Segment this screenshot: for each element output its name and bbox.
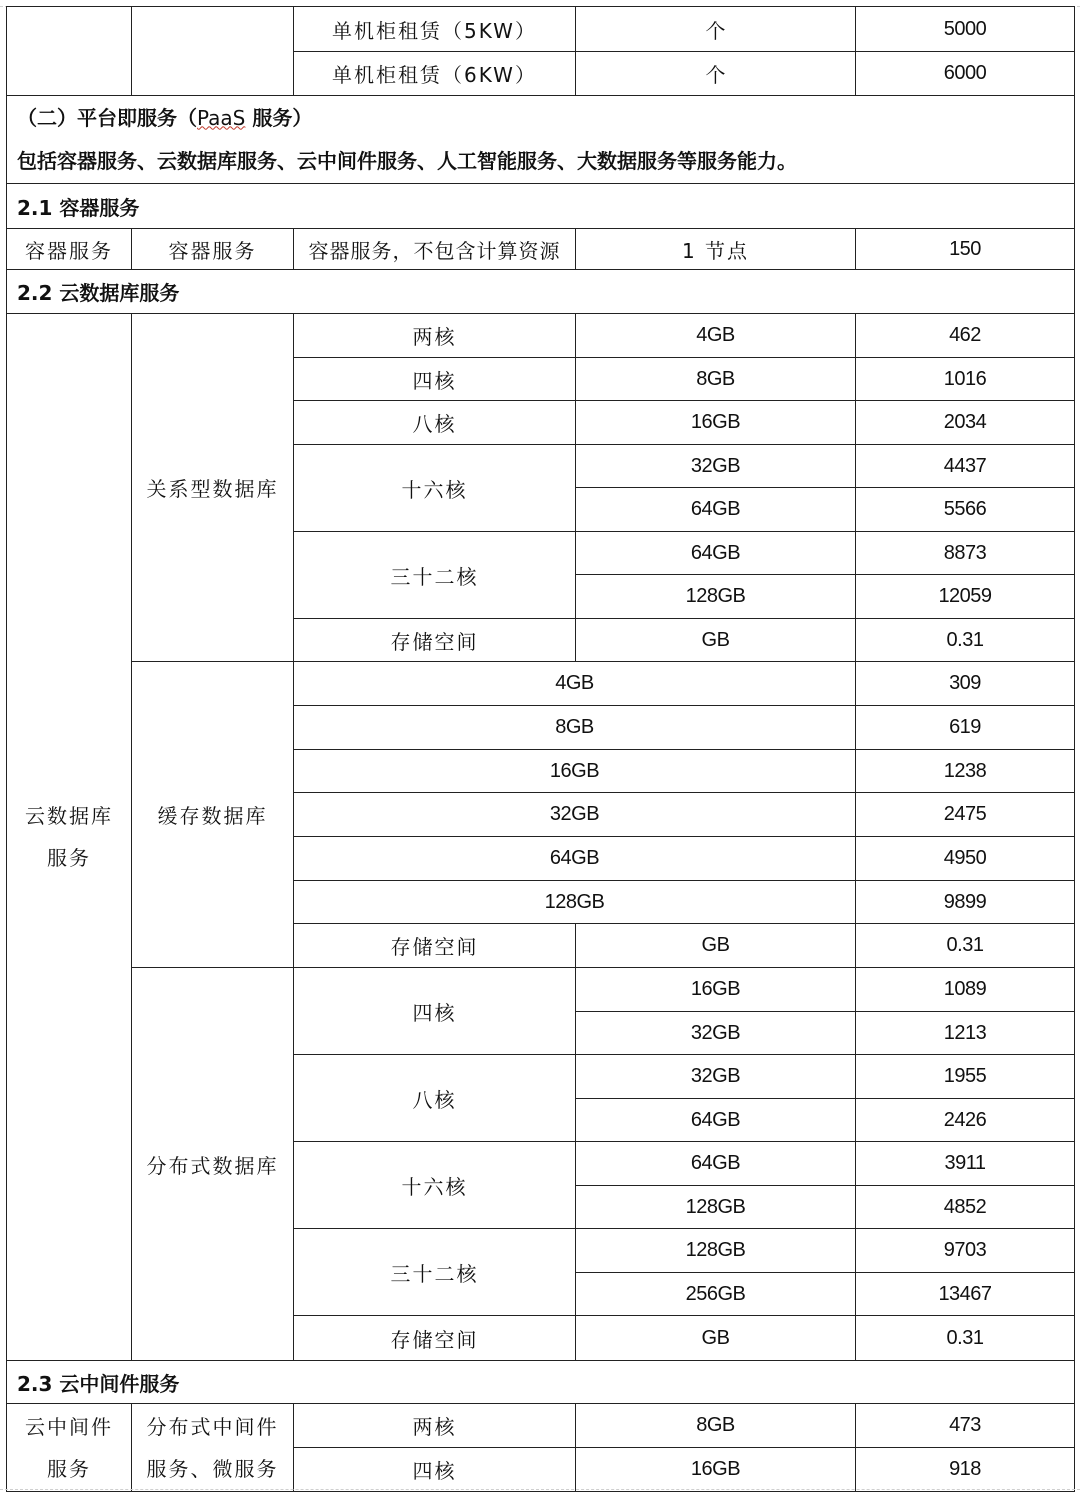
price-cell: 150 <box>856 229 1075 270</box>
price-cell: 0.31 <box>856 1316 1075 1361</box>
unit-cell: GB <box>576 924 856 968</box>
memory-cell: 8GB <box>576 358 856 401</box>
paas-header-row <box>7 96 1075 184</box>
memory-cell: 128GB <box>576 1229 856 1273</box>
price-cell: 473 <box>856 1404 1075 1448</box>
unit-cell: 1 节点 <box>576 229 856 270</box>
storage-label: 存储空间 <box>294 924 576 968</box>
core-cell: 三十二核 <box>294 532 576 619</box>
core-cell: 两核 <box>294 314 576 358</box>
price-cell: 9899 <box>856 881 1075 924</box>
memory-cell: 64GB <box>294 837 856 881</box>
memory-cell: 8GB <box>294 706 856 750</box>
price-cell: 13467 <box>856 1273 1075 1316</box>
core-cell: 八核 <box>294 401 576 445</box>
section-title-middleware: 2.3 云中间件服务 <box>7 1361 1075 1404</box>
item-name: 单机柜租赁（6KW） <box>294 52 576 96</box>
price-cell: 0.31 <box>856 924 1075 968</box>
price-cell: 4852 <box>856 1186 1075 1229</box>
product-cell: 分布式中间件服务、微服务 <box>132 1404 294 1492</box>
memory-cell: 32GB <box>576 445 856 488</box>
price-cell: 5000 <box>856 7 1075 52</box>
price-cell: 1213 <box>856 1012 1075 1055</box>
core-cell: 十六核 <box>294 1142 576 1229</box>
price-cell: 1238 <box>856 750 1075 793</box>
price-cell: 918 <box>856 1448 1075 1492</box>
price-cell: 8873 <box>856 532 1075 575</box>
section-row <box>7 184 1075 229</box>
memory-cell: 16GB <box>576 968 856 1012</box>
section-row <box>7 1361 1075 1404</box>
category-cell: 容器服务 <box>7 229 132 270</box>
price-cell: 619 <box>856 706 1075 750</box>
memory-cell: 64GB <box>576 1142 856 1186</box>
price-cell: 1089 <box>856 968 1075 1012</box>
memory-cell: 16GB <box>576 1448 856 1492</box>
page-bottom-margin-line <box>0 1489 1080 1490</box>
unit-cell: 个 <box>576 7 856 52</box>
memory-cell: 128GB <box>294 881 856 924</box>
memory-cell: 128GB <box>576 1186 856 1229</box>
table-row <box>7 314 1075 358</box>
memory-cell: 16GB <box>576 401 856 445</box>
product-cell: 分布式数据库 <box>132 968 294 1361</box>
category-cell: 云中间件服务 <box>7 1404 132 1492</box>
core-cell: 八核 <box>294 1055 576 1142</box>
memory-cell: 32GB <box>576 1055 856 1099</box>
empty-cell <box>132 7 294 96</box>
core-cell: 四核 <box>294 968 576 1055</box>
product-cell: 容器服务 <box>132 229 294 270</box>
price-cell: 2034 <box>856 401 1075 445</box>
core-cell: 四核 <box>294 358 576 401</box>
unit-cell: GB <box>576 619 856 662</box>
table-row <box>7 229 1075 270</box>
empty-cell <box>7 7 132 96</box>
section-row <box>7 270 1075 314</box>
product-cell: 关系型数据库 <box>132 314 294 662</box>
price-cell: 2426 <box>856 1099 1075 1142</box>
storage-label: 存储空间 <box>294 619 576 662</box>
memory-cell: 128GB <box>576 575 856 619</box>
price-cell: 2475 <box>856 793 1075 837</box>
memory-cell: 64GB <box>576 1099 856 1142</box>
memory-cell: 32GB <box>576 1012 856 1055</box>
memory-cell: 4GB <box>294 662 856 706</box>
core-cell: 三十二核 <box>294 1229 576 1316</box>
table-row <box>7 7 1075 52</box>
memory-cell: 4GB <box>576 314 856 358</box>
spec-cell: 容器服务，不包含计算资源 <box>294 229 576 270</box>
memory-cell: 256GB <box>576 1273 856 1316</box>
price-cell: 462 <box>856 314 1075 358</box>
price-cell: 1016 <box>856 358 1075 401</box>
memory-cell: 8GB <box>576 1404 856 1448</box>
memory-cell: 16GB <box>294 750 856 793</box>
unit-cell: GB <box>576 1316 856 1361</box>
price-cell: 4437 <box>856 445 1075 488</box>
table-row <box>7 1404 1075 1448</box>
category-cell: 云数据库服务 <box>7 314 132 1361</box>
price-cell: 12059 <box>856 575 1075 619</box>
memory-cell: 64GB <box>576 532 856 575</box>
table-row <box>7 968 1075 1012</box>
section-title-container: 2.1 容器服务 <box>7 184 1075 229</box>
memory-cell: 64GB <box>576 488 856 532</box>
unit-cell: 个 <box>576 52 856 96</box>
memory-cell: 32GB <box>294 793 856 837</box>
item-name: 单机柜租赁（5KW） <box>294 7 576 52</box>
product-cell: 缓存数据库 <box>132 662 294 968</box>
paas-heading: （二）平台即服务（PaaS 服务） <box>17 105 313 130</box>
core-cell: 四核 <box>294 1448 576 1492</box>
price-cell: 1955 <box>856 1055 1075 1099</box>
section-title-database: 2.2 云数据库服务 <box>7 270 1075 314</box>
paas-term: PaaS <box>197 105 246 130</box>
core-cell: 两核 <box>294 1404 576 1448</box>
price-cell: 0.31 <box>856 619 1075 662</box>
core-cell: 十六核 <box>294 445 576 532</box>
paas-description: 包括容器服务、云数据库服务、云中间件服务、人工智能服务、大数据服务等服务能力。 <box>17 148 797 173</box>
price-cell: 6000 <box>856 52 1075 96</box>
price-cell: 309 <box>856 662 1075 706</box>
price-cell: 3911 <box>856 1142 1075 1186</box>
storage-label: 存储空间 <box>294 1316 576 1361</box>
pricing-table <box>6 6 1075 1492</box>
table-row <box>7 662 1075 706</box>
price-cell: 4950 <box>856 837 1075 881</box>
price-cell: 5566 <box>856 488 1075 532</box>
price-cell: 9703 <box>856 1229 1075 1273</box>
